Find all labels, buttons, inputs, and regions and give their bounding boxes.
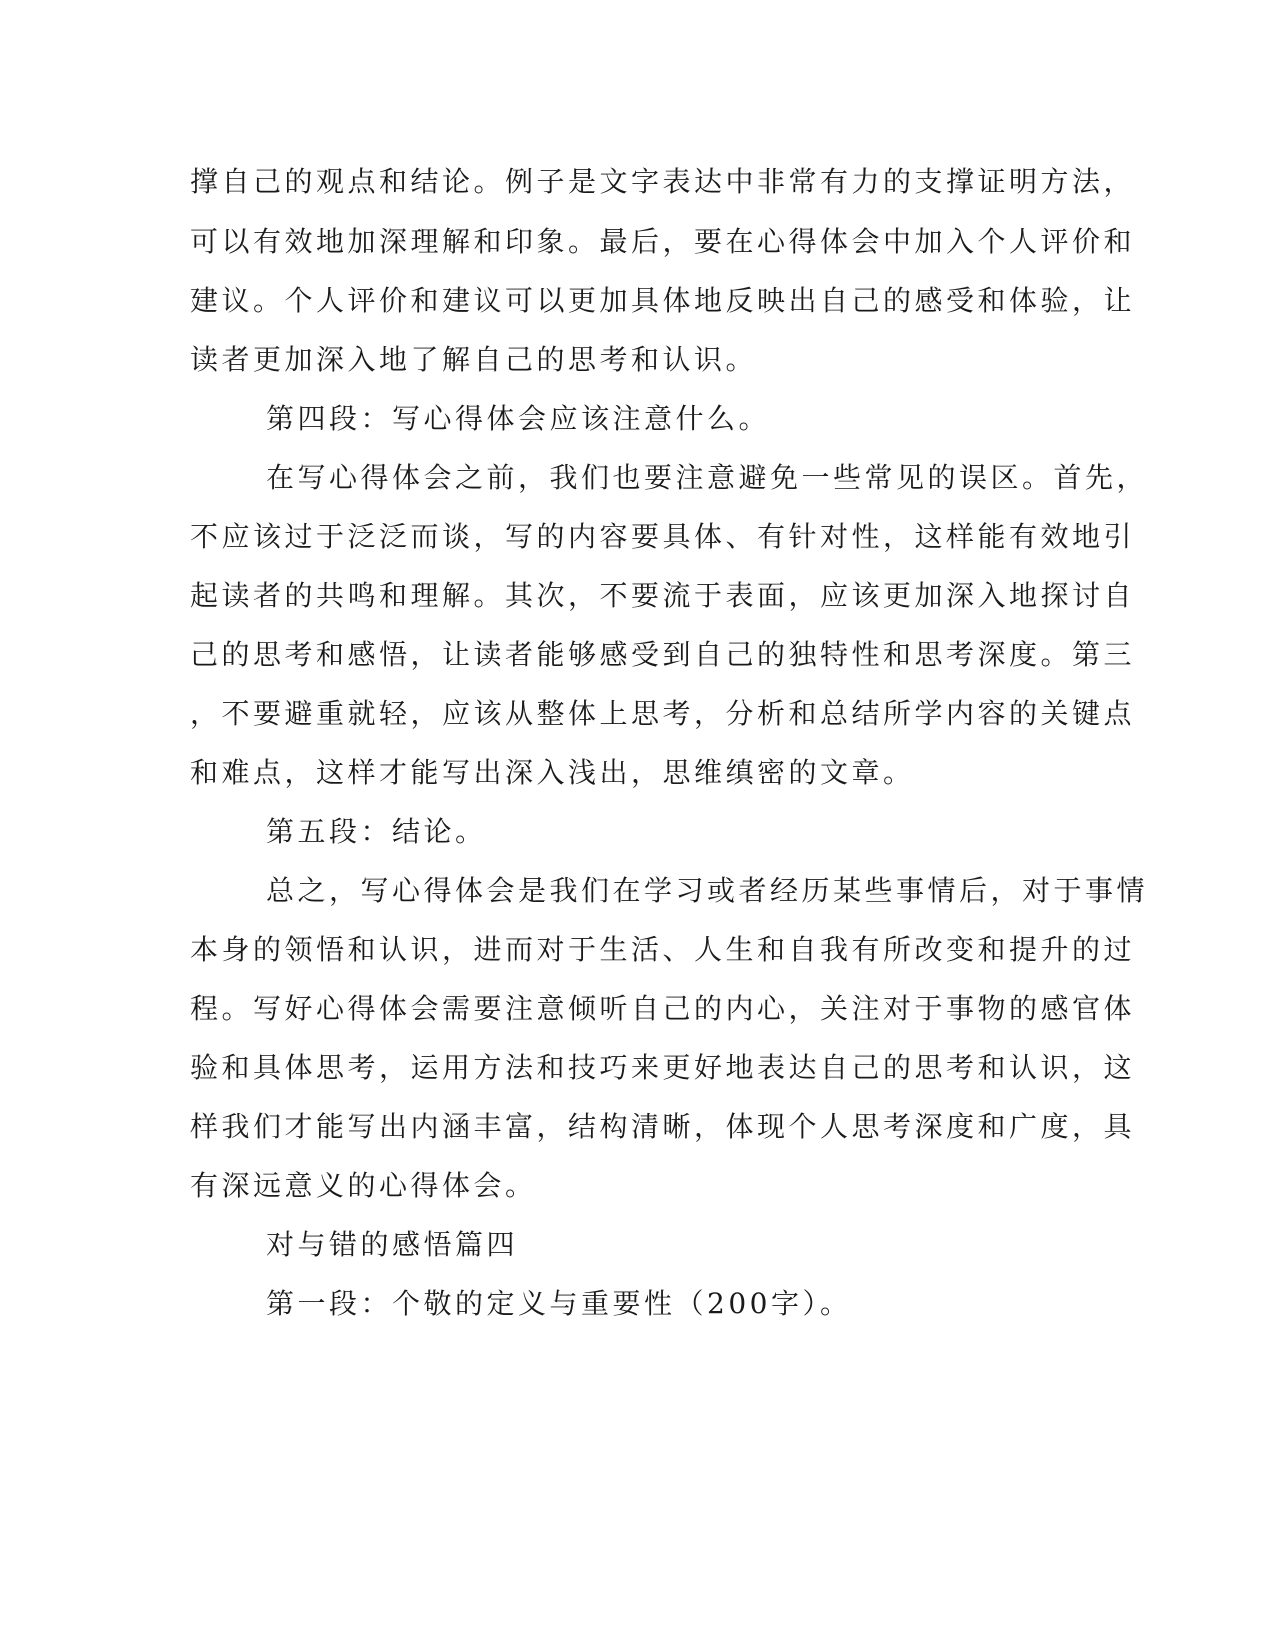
text-line: 总之，写心得体会是我们在学习或者经历某些事情后，对于事情 (266, 874, 1149, 907)
text-line: 本身的领悟和认识，进而对于生活、人生和自我有所改变和提升的过 (190, 933, 1136, 966)
section-heading: 第四段：写心得体会应该注意什么。 (266, 402, 771, 435)
text-line: 撑自己的观点和结论。例子是文字表达中非常有力的支撑证明方法， (190, 165, 1136, 198)
text-line: 验和具体思考，运用方法和技巧来更好地表达自己的思考和认识，这 (190, 1051, 1136, 1084)
section-heading: 第一段：个敬的定义与重要性（200字）。 (266, 1287, 852, 1320)
text-line: 程。写好心得体会需要注意倾听自己的内心，关注对于事物的感官体 (190, 992, 1136, 1025)
text-line: 在写心得体会之前，我们也要注意避免一些常见的误区。首先， (266, 461, 1149, 494)
text-line: 样我们才能写出内涵丰富，结构清晰，体现个人思考深度和广度，具 (190, 1110, 1136, 1143)
text-line: 建议。个人评价和建议可以更加具体地反映出自己的感受和体验，让 (190, 284, 1136, 317)
article-title: 对与错的感悟篇四 (266, 1228, 519, 1261)
text-line: 有深远意义的心得体会。 (190, 1169, 537, 1202)
text-line: ，不要避重就轻，应该从整体上思考，分析和总结所学内容的关键点 (190, 697, 1136, 730)
section-heading: 第五段：结论。 (266, 815, 487, 848)
text-line: 可以有效地加深理解和印象。最后，要在心得体会中加入个人评价和 (190, 225, 1136, 258)
text-line: 己的思考和感悟，让读者能够感受到自己的独特性和思考深度。第三 (190, 638, 1136, 671)
text-line: 起读者的共鸣和理解。其次，不要流于表面，应该更加深入地探讨自 (190, 579, 1136, 612)
text-line: 读者更加深入地了解自己的思考和认识。 (190, 343, 758, 376)
text-line: 不应该过于泛泛而谈，写的内容要具体、有针对性，这样能有效地引 (190, 520, 1136, 553)
text-line: 和难点，这样才能写出深入浅出，思维缜密的文章。 (190, 756, 915, 789)
